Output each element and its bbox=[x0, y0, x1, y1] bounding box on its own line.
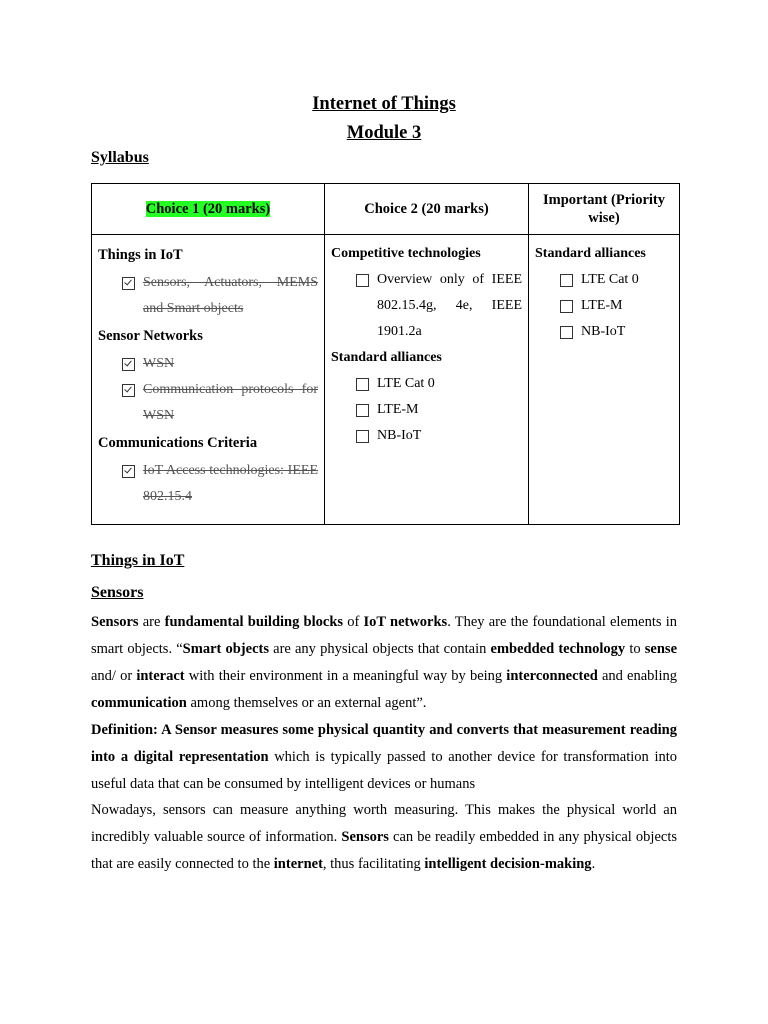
text-run: among themselves or an external agent”. bbox=[186, 695, 427, 711]
text-run: can be readily embedded in any physical objects that are easily connected to the bbox=[91, 829, 677, 872]
list-item-label: Sensors, Actuators, MEMS and Smart objects bbox=[143, 275, 318, 316]
bold-text: intelligent decision-making bbox=[424, 856, 592, 872]
list-item bbox=[98, 377, 318, 429]
table-header-choice2: Choice 2 (20 marks) bbox=[325, 184, 529, 235]
bold-text: IoT networks bbox=[363, 614, 448, 630]
text-run: Nowadays, sensors can measure anything worth measuring. This makes the physical world an incredibly valuable source of information. bbox=[91, 802, 677, 845]
list-item-label: NB-IoT bbox=[377, 428, 422, 443]
list-item bbox=[98, 458, 318, 510]
checkbox-icon[interactable] bbox=[356, 430, 369, 443]
list-item-label: LTE-M bbox=[581, 298, 623, 313]
table-header-choice1 bbox=[92, 184, 325, 235]
definition-paragraph bbox=[91, 717, 677, 798]
checkbox-icon[interactable] bbox=[560, 274, 573, 287]
document-title: Internet of Things bbox=[312, 94, 456, 114]
list-item bbox=[535, 293, 673, 319]
list-item bbox=[535, 267, 673, 293]
section-heading: Things in IoT bbox=[91, 552, 185, 569]
bold-text: Definition: A Sensor measures some physical quantity and converts that measurement reading into a digital representation bbox=[91, 722, 677, 765]
checked-checkbox-icon[interactable] bbox=[122, 358, 135, 371]
category-title: Competitive technologies bbox=[331, 246, 481, 261]
list-item-label: Overview only of IEEE 802.15.4g, 4e, IEEE 1901.2a bbox=[377, 272, 522, 339]
syllabus-heading: Syllabus bbox=[91, 149, 149, 166]
list-item-label: IoT Access technologies: IEEE 802.15.4 bbox=[143, 463, 318, 504]
bold-text: embedded technology bbox=[490, 641, 626, 657]
text-run: are bbox=[138, 614, 165, 630]
text-run: of bbox=[343, 614, 364, 630]
text-run: to bbox=[625, 641, 645, 657]
checked-checkbox-icon[interactable] bbox=[122, 465, 135, 478]
list-item bbox=[331, 267, 522, 345]
checked-checkbox-icon[interactable] bbox=[122, 384, 135, 397]
list-item bbox=[331, 371, 522, 397]
list-item-label: LTE Cat 0 bbox=[377, 376, 435, 391]
list-item bbox=[331, 397, 522, 423]
bold-text: fundamental building blocks bbox=[164, 614, 344, 630]
choice1-highlight: Choice 1 (20 marks) bbox=[145, 201, 271, 217]
choice2-cell bbox=[325, 235, 529, 525]
text-run: . bbox=[591, 856, 596, 872]
list-item bbox=[535, 319, 673, 345]
text-run: which is typically passed to another device for transformation into useful data that can be consumed by intelligent devices or humans bbox=[91, 749, 677, 792]
subsection-heading: Sensors bbox=[91, 584, 144, 601]
checkbox-icon[interactable] bbox=[356, 404, 369, 417]
list-item bbox=[331, 423, 522, 449]
bold-text: Smart objects bbox=[182, 641, 269, 657]
bold-text: Sensors bbox=[91, 614, 139, 630]
bold-text: sense bbox=[644, 641, 678, 657]
checked-checkbox-icon[interactable] bbox=[122, 277, 135, 290]
bold-text: Sensors bbox=[341, 829, 389, 845]
text-run: and/ or bbox=[91, 668, 137, 684]
choice1-cell bbox=[92, 235, 325, 525]
module-title: Module 3 bbox=[346, 123, 422, 143]
category-title: Standard alliances bbox=[331, 350, 442, 365]
important-cell bbox=[529, 235, 680, 525]
text-run: and enabling bbox=[597, 668, 677, 684]
checkbox-icon[interactable] bbox=[560, 300, 573, 313]
category-title: Things in IoT bbox=[98, 247, 183, 263]
list-item bbox=[98, 351, 318, 377]
text-run: , thus facilitating bbox=[322, 856, 425, 872]
text-run: with their environment in a meaningful way by being bbox=[184, 668, 507, 684]
text-run: are any physical objects that contain bbox=[268, 641, 491, 657]
nowadays-paragraph bbox=[91, 797, 677, 878]
bold-text: interact bbox=[136, 668, 185, 684]
category-title: Standard alliances bbox=[535, 246, 646, 261]
list-item-label: Communication protocols for WSN bbox=[143, 382, 318, 423]
list-item bbox=[98, 270, 318, 322]
checkbox-icon[interactable] bbox=[356, 378, 369, 391]
checkbox-icon[interactable] bbox=[356, 274, 369, 287]
list-item-label: LTE Cat 0 bbox=[581, 272, 639, 287]
category-title: Communications Criteria bbox=[98, 435, 258, 451]
checkbox-icon[interactable] bbox=[560, 326, 573, 339]
bold-text: internet bbox=[273, 856, 323, 872]
bold-text: communication bbox=[91, 695, 187, 711]
category-title: Sensor Networks bbox=[98, 328, 203, 344]
list-item-label: NB-IoT bbox=[581, 324, 626, 339]
list-item-label: LTE-M bbox=[377, 402, 419, 417]
bold-text: interconnected bbox=[506, 668, 598, 684]
list-item-label: WSN bbox=[143, 356, 175, 371]
sensors-paragraph bbox=[91, 609, 677, 717]
syllabus-table bbox=[91, 183, 680, 525]
table-header-important: Important (Priority wise) bbox=[529, 184, 680, 235]
text-run: . They are the foundational elements in smart objects. “ bbox=[91, 614, 677, 657]
